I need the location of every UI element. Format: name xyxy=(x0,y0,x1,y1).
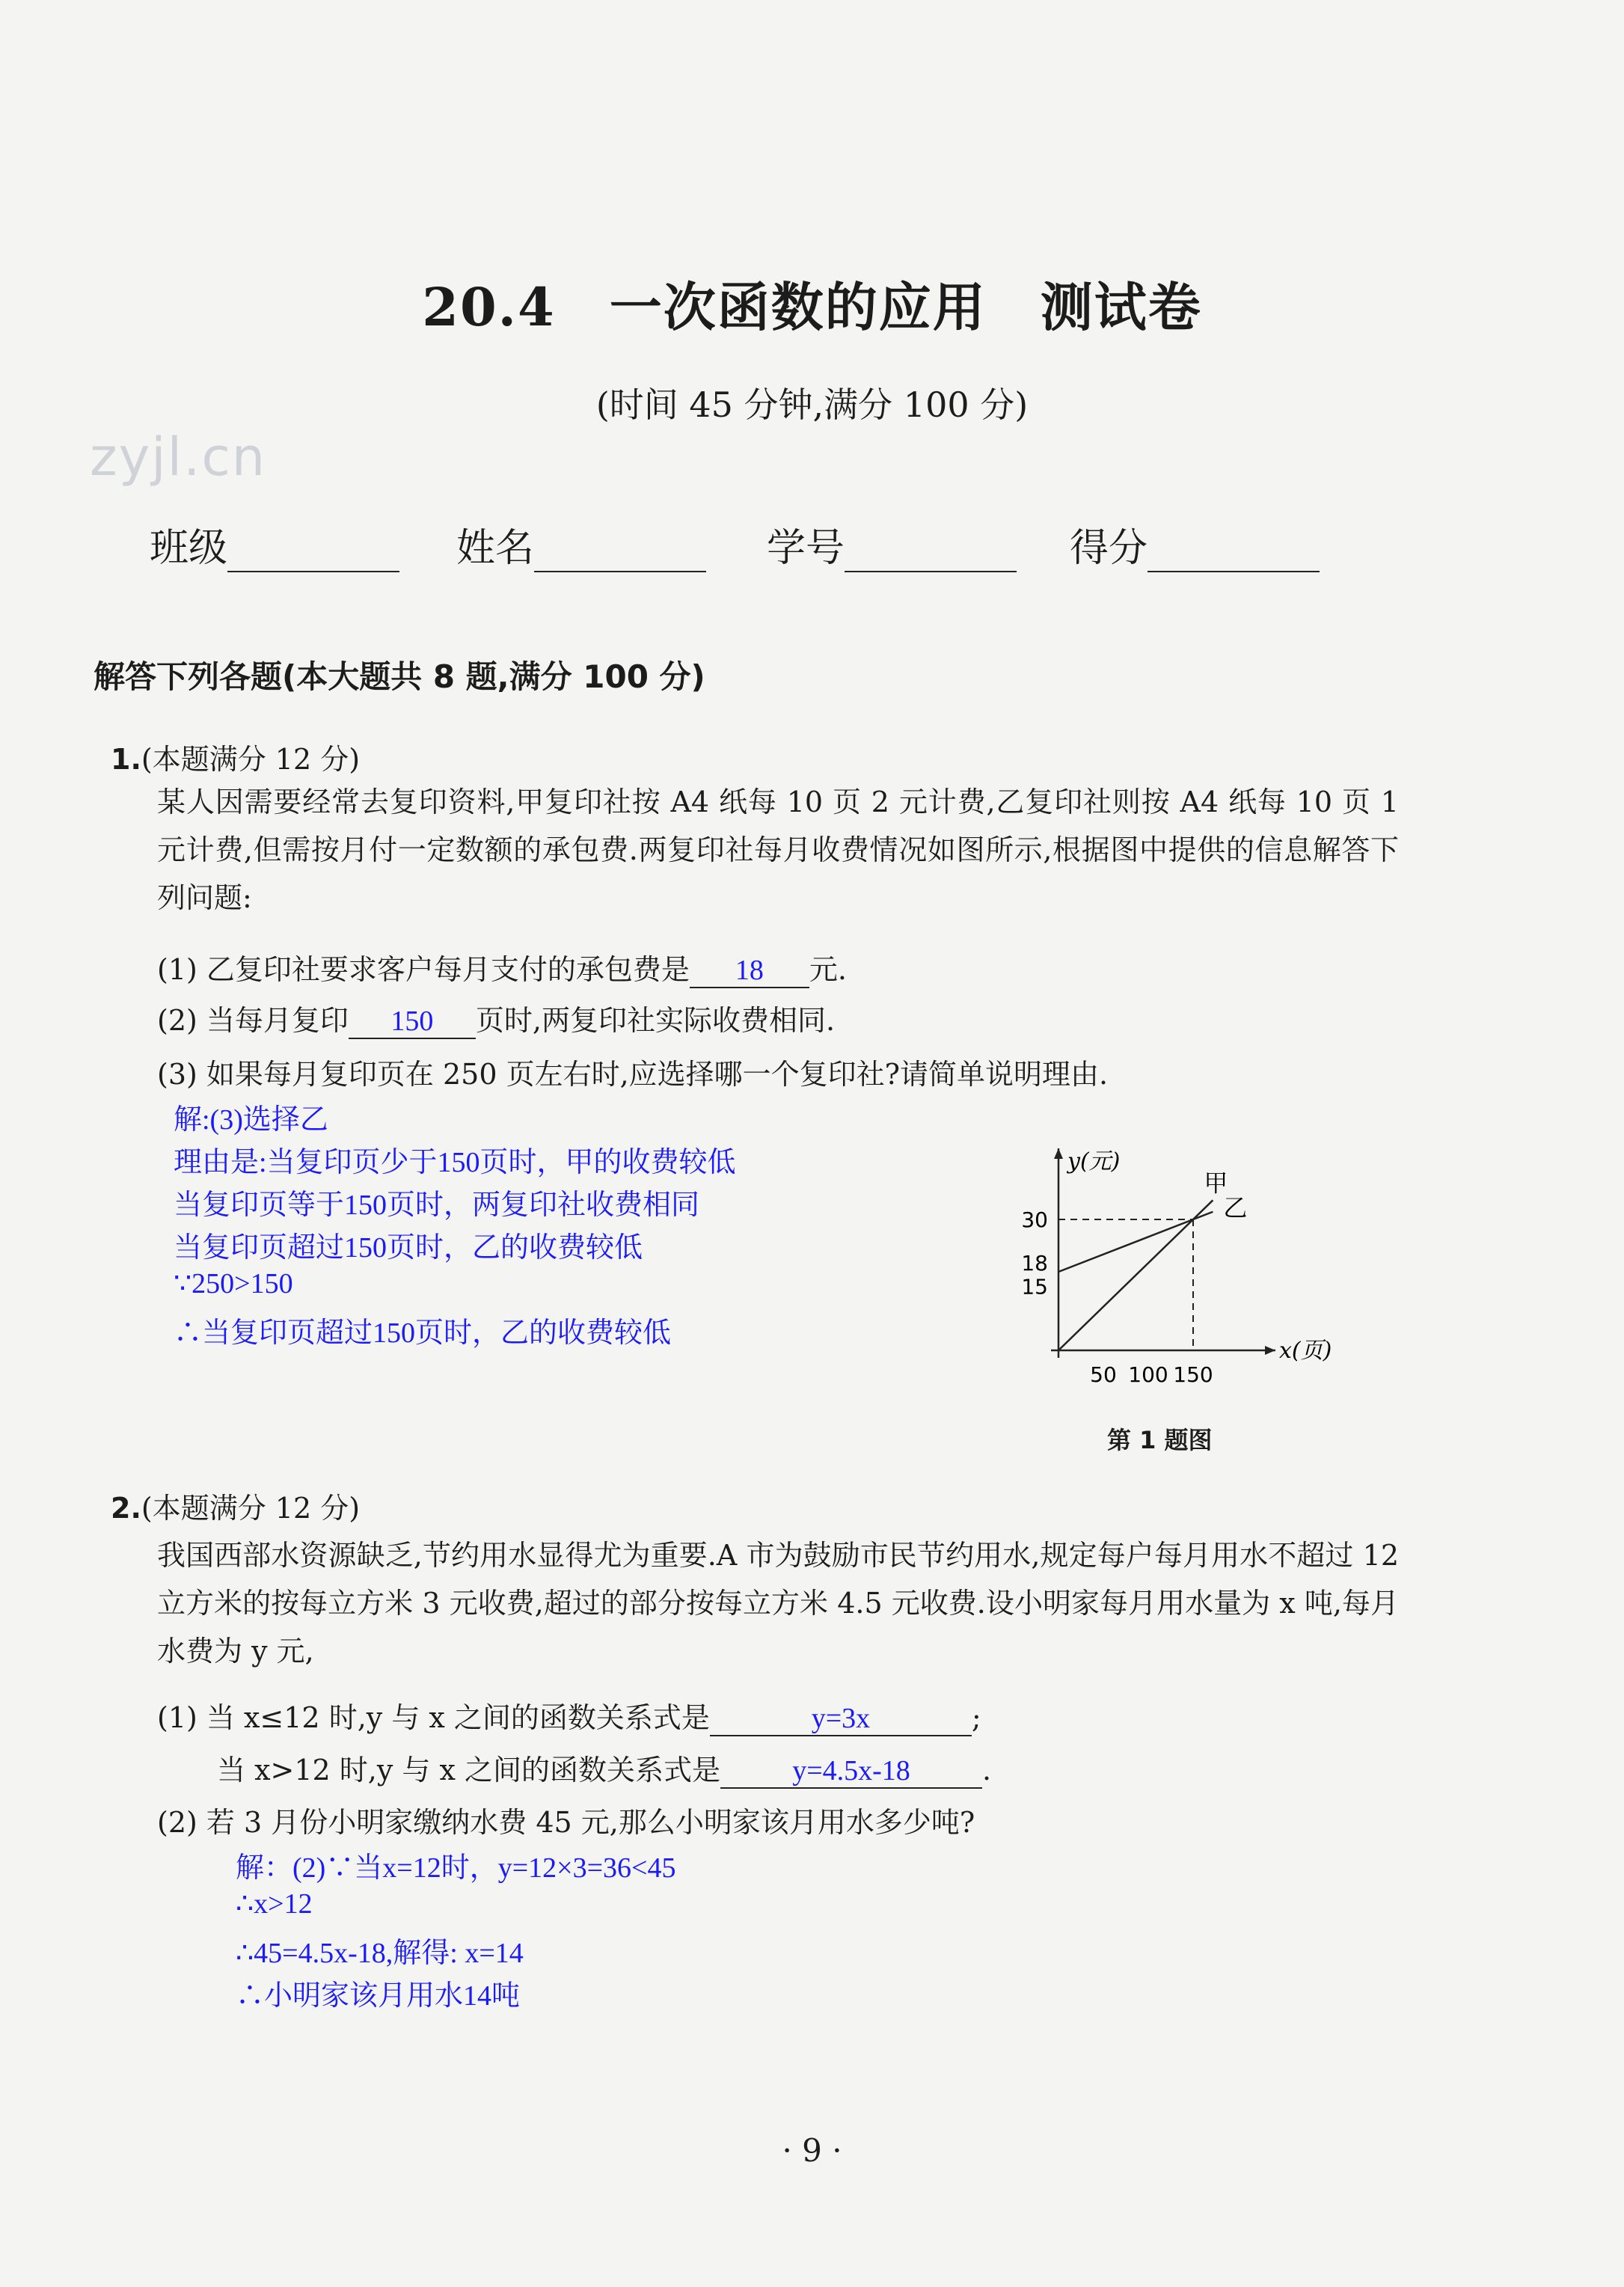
q1-part1-text: (1) 乙复印社要求客户每月支付的承包费是 xyxy=(157,953,690,986)
q1-number: 1. xyxy=(111,743,141,776)
watermark: zyjl.cn xyxy=(90,426,267,488)
chart-caption: 第 1 题图 xyxy=(1107,1426,1213,1454)
page-number: · 9 · xyxy=(782,2132,842,2169)
q1-solution-line: ∴当复印页超过150页时，乙的收费较低 xyxy=(174,1317,672,1349)
q1-part1-answer: 18 xyxy=(690,954,809,988)
y-tick-label: 30 xyxy=(1021,1207,1048,1232)
q2-score: (本题满分 12 分) xyxy=(141,1492,361,1525)
x-axis-arrow xyxy=(1265,1346,1275,1355)
id-blank xyxy=(845,530,1017,572)
q1-part3: (3) 如果每月复印页在 250 页左右时,应选择哪一个复印社?请简单说明理由. xyxy=(157,1058,1109,1091)
q1-part1-unit: 元. xyxy=(809,953,848,986)
q1-part1 xyxy=(157,946,847,988)
q2-solution-line: ∴x>12 xyxy=(236,1888,313,1920)
q2-solution-line: ∴45=4.5x-18,解得: x=14 xyxy=(236,1938,524,1969)
score-blank xyxy=(1147,530,1320,572)
name-field xyxy=(456,516,706,572)
q2-number: 2. xyxy=(111,1492,141,1525)
y-axis-label: y(元) xyxy=(1067,1148,1121,1175)
q1-part2 xyxy=(157,997,835,1039)
class-blank xyxy=(227,530,399,572)
q2-part1a xyxy=(157,1694,981,1736)
q2-part1a-end: ; xyxy=(971,1701,981,1734)
q2-solution-line: ∴小明家该月用水14吨 xyxy=(236,1980,521,2012)
q1-text: 某人因需要经常去复印资料,甲复印社按 A4 纸每 10 页 2 元计费,乙复印社则按 A4 纸每 10 页 1 元计费,但需按月付一定数额的承包费.两复印社每月收费情况如图所示,根据图中提供的信息解答下列问题: xyxy=(157,786,1399,914)
score-label: 得分 xyxy=(1070,526,1148,571)
series-label-2: 乙 xyxy=(1223,1193,1248,1222)
q2-part1a-text: (1) 当 x≤12 时,y 与 x 之间的函数关系式是 xyxy=(157,1701,710,1734)
q1-solution-line: 理由是:当复印页少于150页时，甲的收费较低 xyxy=(174,1147,736,1178)
y-tick-label: 15 xyxy=(1021,1274,1048,1299)
name-label: 姓名 xyxy=(456,526,535,571)
q1-solution-line: ∵250>150 xyxy=(174,1268,293,1299)
x-tick-label: 150 xyxy=(1173,1362,1213,1387)
q2-part1b xyxy=(217,1747,991,1789)
q1-part2-rest: 页时,两复印社实际收费相同. xyxy=(475,1004,836,1037)
q1-part2-text: (2) 当每月复印 xyxy=(157,1004,349,1037)
x-tick-label: 50 xyxy=(1090,1362,1117,1387)
x-tick-label: 100 xyxy=(1128,1362,1168,1387)
q1-score: (本题满分 12 分) xyxy=(141,743,361,776)
q2-part1b-text: 当 x>12 时,y 与 x 之间的函数关系式是 xyxy=(217,1754,720,1787)
q1-solution-line: 当复印页超过150页时，乙的收费较低 xyxy=(174,1232,643,1264)
y-tick-label: 18 xyxy=(1021,1251,1048,1276)
q2-part2: (2) 若 3 月份小明家缴纳水费 45 元,那么小明家该月用水多少吨? xyxy=(157,1806,975,1839)
q2-header xyxy=(111,1485,360,1526)
score-field xyxy=(1070,516,1320,572)
q2-part1b-answer: y=4.5x-18 xyxy=(720,1754,982,1789)
q1-solution-line: 当复印页等于150页时，两复印社收费相同 xyxy=(174,1190,700,1221)
x-axis-label: x(页) xyxy=(1279,1338,1332,1364)
q1-part2-answer: 150 xyxy=(349,1005,476,1039)
q2-solution-line: 解：(2)∵当x=12时，y=12×3=36<45 xyxy=(236,1852,676,1884)
name-blank xyxy=(534,530,706,572)
y-axis-arrow xyxy=(1054,1148,1063,1159)
page-subtitle: (时间 45 分钟,满分 100 分) xyxy=(595,385,1029,425)
page-title: 20.4 一次函数的应用 测试卷 xyxy=(422,276,1202,338)
class-field xyxy=(150,516,399,572)
q1-header xyxy=(111,736,360,777)
q1-chart xyxy=(1002,1137,1361,1406)
class-label: 班级 xyxy=(150,526,228,571)
q1-solution-line: 解:(3)选择乙 xyxy=(174,1104,328,1136)
q2-part1b-end: . xyxy=(982,1754,992,1787)
q2-text: 我国西部水资源缺乏,节约用水显得尤为重要.A 市为鼓励市民节约用水,规定每户每月用水不超过 12 立方米的按每立方米 3 元收费,超过的部分按每立方米 4.5 元收费.设小明家每月用水量为 x 吨,每月水费为 y 元, xyxy=(157,1539,1399,1668)
q2-part1a-answer: y=3x xyxy=(710,1702,972,1736)
series-label-1: 甲 xyxy=(1204,1169,1228,1198)
section-title: 解答下列各题(本大题共 8 题,满分 100 分) xyxy=(94,658,705,695)
id-field xyxy=(767,516,1017,572)
series-line-1 xyxy=(1058,1200,1213,1350)
id-label: 学号 xyxy=(767,526,845,571)
series-line-2 xyxy=(1058,1212,1213,1272)
